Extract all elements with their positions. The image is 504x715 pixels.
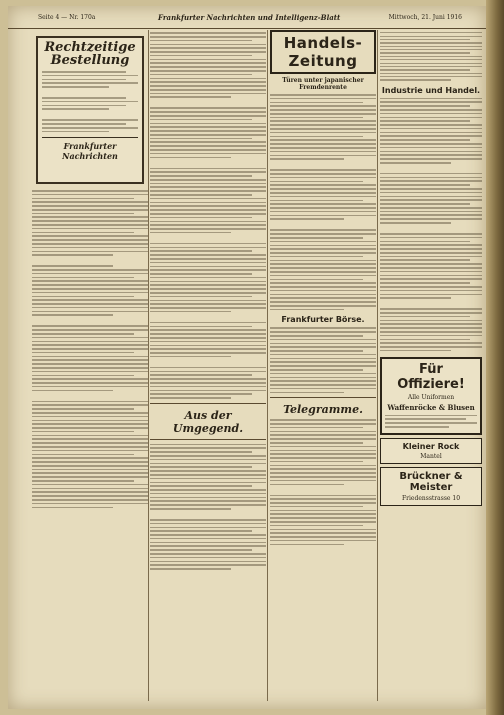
section-heading: Frankfurter Börse. (281, 315, 365, 325)
notice-signature: Frankfurter Nachrichten (42, 137, 138, 161)
column-divider (148, 30, 149, 701)
page-edge-shadow (486, 0, 504, 715)
column-4 (380, 30, 482, 701)
subscription-notice-box (36, 36, 144, 184)
section-rule (150, 403, 266, 404)
column-divider (377, 30, 378, 701)
notice-title: Rechtzeitige Bestellung (44, 40, 136, 68)
section-rule (270, 397, 376, 398)
ad-line: Waffenröcke & Blusen (387, 403, 475, 413)
column-3-text-top (270, 94, 376, 310)
column-1 (32, 30, 148, 701)
section-masthead: Handels-Zeitung (270, 30, 376, 74)
column-1-text (32, 190, 148, 508)
column-3-text-bottom (270, 419, 376, 545)
ad-title: Kleiner Rock (402, 441, 460, 451)
advertisement-officers (380, 357, 482, 434)
section-heading: Aus der Umgegend. (172, 408, 244, 435)
section-heading: Telegramme. (283, 403, 363, 417)
page-header (8, 6, 486, 29)
column-2-text-bottom (150, 444, 266, 570)
newspaper-page (8, 6, 486, 709)
column-divider (267, 30, 268, 701)
header-page-number: Seite 4 — Nr. 170a (38, 14, 96, 21)
ad-line: Alle Uniformen (407, 394, 455, 402)
ad-text (385, 415, 477, 428)
section-heading: Industrie und Handel. (381, 85, 481, 95)
ad-title: Brückner & Meister (399, 470, 463, 493)
column-4-text (380, 98, 482, 352)
advertisement-coat (380, 438, 482, 464)
column-3-text-mid (270, 327, 376, 393)
notice-body (42, 71, 138, 132)
section-rule (150, 439, 266, 440)
column-4-table-text (380, 32, 482, 80)
ad-line: Mantel (420, 452, 442, 460)
column-2 (150, 30, 266, 701)
ad-line: Friedensstrasse 10 (401, 494, 461, 502)
advertisement-brueckner (380, 467, 482, 506)
article-headline: Türen unter japanischer Fremdenrente (282, 77, 364, 91)
header-date: Mittwoch, 21. Juni 1916 (388, 14, 462, 21)
column-2-text-top (150, 32, 266, 399)
header-paper-name: Frankfurter Nachrichten und Intelligenz-Blatt (158, 13, 341, 22)
column-3 (270, 30, 376, 701)
ad-title: Für Offiziere! (397, 362, 465, 393)
